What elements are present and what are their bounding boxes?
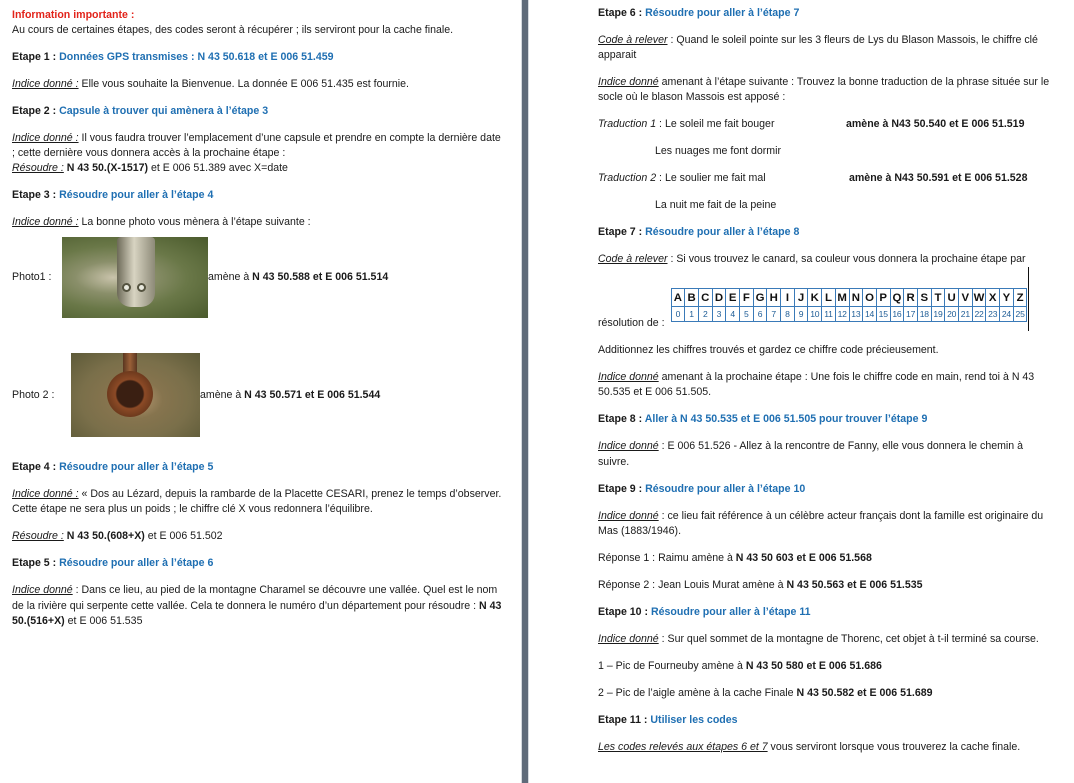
code-text: : Si vous trouvez le canard, sa couleur vous donnera la prochaine étape par bbox=[667, 253, 1026, 266]
step5-indice bbox=[12, 583, 505, 628]
step8-heading bbox=[598, 412, 1054, 427]
translation1-line2: Les nuages me font dormir bbox=[655, 145, 782, 158]
step5-title: Résoudre pour aller à l’étape 6 bbox=[59, 557, 214, 570]
step8-indice bbox=[598, 439, 1054, 469]
step7-title: Résoudre pour aller à l’étape 8 bbox=[645, 226, 800, 239]
cipher-table bbox=[671, 288, 1028, 322]
cipher-letter-cell: M bbox=[835, 289, 849, 307]
step4-heading bbox=[12, 460, 505, 475]
step6-code bbox=[598, 33, 1054, 63]
indice-label: Indice donné : bbox=[12, 216, 79, 229]
step7-label: Etape 7 : bbox=[598, 226, 646, 239]
cipher-number-cell: 8 bbox=[781, 307, 795, 322]
step1-title: Données GPS transmises : N 43 50.618 et E 006 51.459 bbox=[59, 51, 334, 64]
step10-heading bbox=[598, 605, 1054, 620]
photo1-row bbox=[12, 236, 505, 318]
indice-label: Indice donné : bbox=[12, 78, 79, 91]
answer2-text: Réponse 2 : Jean Louis Murat amène à bbox=[598, 578, 787, 591]
cipher-letter-cell: Z bbox=[1013, 289, 1027, 307]
cipher-number-cell: 17 bbox=[904, 307, 918, 322]
cipher-edge bbox=[1028, 267, 1029, 331]
resoudre-formula: N 43 50.(608+X) bbox=[63, 530, 145, 543]
step8-label: Etape 8 : bbox=[598, 413, 645, 426]
photo2-coords: N 43 50.571 et E 006 51.544 bbox=[244, 388, 381, 401]
option1-coords: N 43 50 580 et E 006 51.686 bbox=[745, 659, 882, 672]
cipher-letter-cell: I bbox=[781, 289, 795, 307]
step2-resoudre bbox=[12, 161, 505, 176]
resoudre-formula: N 43 50.(X-1517) bbox=[63, 162, 149, 175]
cipher-number-cell: 21 bbox=[959, 307, 973, 322]
step6-label: Etape 6 : bbox=[598, 7, 646, 19]
resoudre-label: Résoudre : bbox=[12, 162, 64, 175]
answer2-coords: N 43 50.563 et E 006 51.535 bbox=[786, 578, 923, 591]
cipher-letter-cell: F bbox=[740, 289, 754, 307]
code-label: Code à relever bbox=[598, 34, 668, 47]
translation2-line2: La nuit me fait de la peine bbox=[655, 199, 777, 212]
indice-formula: N 43 50.(516+X) bbox=[12, 599, 502, 627]
info-title: Information importante : bbox=[12, 9, 135, 21]
indice-label: Indice donné bbox=[598, 76, 659, 89]
cipher-letters-row bbox=[671, 289, 1027, 307]
translation1-text: : Le soleil me fait bouger bbox=[656, 118, 775, 131]
option1-text: 1 – Pic de Fourneuby amène à bbox=[598, 659, 746, 672]
step11-title: Utiliser les codes bbox=[650, 713, 738, 726]
codes-text: vous serviront lorsque vous trouverez la cache finale. bbox=[767, 740, 1021, 753]
answer1-coords: N 43 50 603 et E 006 51.568 bbox=[735, 551, 872, 564]
step10-indice bbox=[598, 632, 1054, 647]
cipher-letter-cell: Q bbox=[890, 289, 904, 307]
indice-text: Elle vous souhaite la Bienvenue. La donnée E 006 51.435 est fournie. bbox=[78, 78, 409, 91]
resolution-label: résolution de : bbox=[598, 317, 665, 330]
step3-indice bbox=[12, 215, 505, 230]
step7-code bbox=[598, 252, 1054, 267]
cipher-numbers-row bbox=[671, 307, 1027, 322]
cipher-letter-cell: D bbox=[712, 289, 726, 307]
indice-label: Indice donné bbox=[598, 371, 659, 384]
cipher-letter-cell: L bbox=[822, 289, 836, 307]
cipher-number-cell: 12 bbox=[835, 307, 849, 322]
cipher-number-cell: 7 bbox=[767, 307, 781, 322]
step10-title: Résoudre pour aller à l’étape 11 bbox=[651, 605, 811, 618]
step2-indice bbox=[12, 131, 505, 161]
step7-additionnez: Additionnez les chiffres trouvés et gardez ce chiffre code précieusement. bbox=[598, 344, 939, 357]
cipher-letter-cell: W bbox=[972, 289, 986, 307]
cipher-number-cell: 1 bbox=[685, 307, 699, 322]
cipher-number-cell: 20 bbox=[945, 307, 959, 322]
codes-label: Les codes relevés aux étapes 6 et 7 bbox=[598, 740, 768, 753]
indice-label: Indice donné bbox=[12, 584, 73, 597]
step9-heading bbox=[598, 482, 1054, 497]
indice-label: Indice donné bbox=[598, 509, 659, 522]
cipher-number-cell: 14 bbox=[863, 307, 877, 322]
cipher-number-cell: 16 bbox=[890, 307, 904, 322]
cipher-number-cell: 3 bbox=[712, 307, 726, 322]
indice-label: Indice donné bbox=[598, 440, 659, 453]
step9-indice bbox=[598, 509, 1054, 539]
photo2-label: Photo 2 : bbox=[12, 388, 55, 401]
step5-heading bbox=[12, 556, 505, 571]
cipher-letter-cell: B bbox=[685, 289, 699, 307]
step6-indice bbox=[598, 75, 1054, 105]
cipher-letter-cell: P bbox=[876, 289, 890, 307]
cipher-letter-cell: S bbox=[917, 289, 931, 307]
step4-title: Résoudre pour aller à l’étape 5 bbox=[59, 461, 214, 474]
option2-text: 2 – Pic de l’aigle amène à la cache Finale bbox=[598, 686, 797, 699]
translation1 bbox=[598, 117, 846, 132]
cipher-number-cell: 23 bbox=[986, 307, 1000, 322]
cipher-letter-cell: R bbox=[904, 289, 918, 307]
cipher-number-cell: 11 bbox=[822, 307, 836, 322]
indice-text: amenant à la prochaine étape : Une fois le chiffre code en main, rend toi à N 43 50.535 et E 006 51.505. bbox=[598, 371, 1035, 399]
cipher-number-cell: 10 bbox=[808, 307, 822, 322]
photo1-coords: N 43 50.588 et E 006 51.514 bbox=[252, 270, 389, 283]
step2-heading bbox=[12, 104, 505, 119]
cipher-block bbox=[598, 271, 1054, 331]
indice-text: : Sur quel sommet de la montagne de Thorenc, cet objet à t-il terminé sa course. bbox=[658, 632, 1039, 645]
photo1-image bbox=[62, 237, 208, 318]
indice-text: La bonne photo vous mènera à l’étape suivante : bbox=[78, 216, 311, 229]
cipher-number-cell: 15 bbox=[876, 307, 890, 322]
step9-label: Etape 9 : bbox=[598, 482, 646, 495]
step9-title: Résoudre pour aller à l’étape 10 bbox=[645, 482, 806, 495]
translation2-result: amène à N43 50.591 et E 006 51.528 bbox=[849, 172, 1028, 185]
cipher-letter-cell: K bbox=[808, 289, 822, 307]
step11-label: Etape 11 : bbox=[598, 713, 651, 726]
option1 bbox=[598, 659, 1054, 674]
indice-text: : ce lieu fait référence à un célèbre acteur français dont la famille est originaire du Mas (1883/1946). bbox=[598, 509, 1044, 537]
code-label: Code à relever bbox=[598, 253, 668, 266]
photo1-caption: amène à N 43 50.588 et E 006 51.514 bbox=[208, 270, 389, 283]
cipher-number-cell: 18 bbox=[917, 307, 931, 322]
cipher-letter-cell: A bbox=[671, 289, 685, 307]
cipher-number-cell: 0 bbox=[671, 307, 685, 322]
indice-label: Indice donné bbox=[598, 632, 659, 645]
info-text: Au cours de certaines étapes, des codes seront à récupérer ; ils serviront pour la cache finale. bbox=[12, 24, 454, 37]
cipher-number-cell: 25 bbox=[1013, 307, 1027, 322]
translation1-result: amène à N43 50.540 et E 006 51.519 bbox=[846, 118, 1025, 131]
cipher-number-cell: 2 bbox=[698, 307, 712, 322]
translation2-text: : Le soulier me fait mal bbox=[656, 172, 766, 185]
indice-text: amenant à l’étape suivante : Trouvez la bonne traduction de la phrase située sur le socle où le blason Massois est apposé : bbox=[598, 76, 1050, 104]
step6-heading bbox=[598, 6, 1054, 21]
cipher-letter-cell: H bbox=[767, 289, 781, 307]
resoudre-text: et E 006 51.389 avec X=date bbox=[148, 162, 288, 175]
step3-heading bbox=[12, 188, 505, 203]
cipher-letter-cell: U bbox=[945, 289, 959, 307]
translation2-label: Traduction 2 bbox=[598, 172, 657, 185]
indice-text: Il vous faudra trouver l’emplacement d’une capsule et prendre en compte la dernière date ; cette dernière vous donnera accès à la prochaine étape : bbox=[12, 132, 501, 160]
option2 bbox=[598, 686, 1054, 701]
cipher-number-cell: 6 bbox=[753, 307, 767, 322]
step8-title: Aller à N 43 50.535 et E 006 51.505 pour trouver l’étape 9 bbox=[644, 413, 928, 426]
cipher-number-cell: 13 bbox=[849, 307, 863, 322]
photo2-image bbox=[71, 353, 200, 437]
translation2 bbox=[598, 171, 849, 186]
indice-tail: et E 006 51.535 bbox=[64, 614, 143, 627]
cipher-number-cell: 9 bbox=[794, 307, 808, 322]
answer1 bbox=[598, 551, 1054, 566]
step3-title: Résoudre pour aller à l’étape 4 bbox=[59, 189, 214, 202]
cipher-number-cell: 22 bbox=[972, 307, 986, 322]
code-text: : Quand le soleil pointe sur les 3 fleurs de Lys du Blason Massois, le chiffre clé apparait bbox=[598, 34, 1038, 62]
resoudre-label: Résoudre : bbox=[12, 530, 64, 543]
cipher-letter-cell: V bbox=[959, 289, 973, 307]
option2-coords: N 43 50.582 et E 006 51.689 bbox=[796, 686, 933, 699]
indice-label: Indice donné : bbox=[12, 488, 79, 501]
step4-label: Etape 4 : bbox=[12, 461, 60, 474]
cipher-letter-cell: O bbox=[863, 289, 877, 307]
indice-label: Indice donné : bbox=[12, 132, 79, 145]
cipher-letter-cell: C bbox=[698, 289, 712, 307]
photo1-label: Photo1 : bbox=[12, 270, 52, 283]
cipher-letter-cell: G bbox=[753, 289, 767, 307]
step1-label: Etape 1 : bbox=[12, 51, 60, 64]
translation1-label: Traduction 1 bbox=[598, 118, 657, 131]
step2-title: Capsule à trouver qui amènera à l’étape 3 bbox=[59, 105, 269, 118]
step10-label: Etape 10 : bbox=[598, 605, 651, 618]
translation1-row bbox=[598, 117, 1054, 132]
step7-heading bbox=[598, 225, 1054, 240]
step2-label: Etape 2 : bbox=[12, 105, 60, 118]
step11-codes bbox=[598, 740, 1054, 755]
step1-heading bbox=[12, 50, 505, 65]
step5-label: Etape 5 : bbox=[12, 557, 60, 570]
cipher-number-cell: 4 bbox=[726, 307, 740, 322]
cipher-letter-cell: N bbox=[849, 289, 863, 307]
cipher-letter-cell: Y bbox=[1000, 289, 1014, 307]
cipher-number-cell: 5 bbox=[740, 307, 754, 322]
indice-text: : E 006 51.526 - Allez à la rencontre de Fanny, elle vous donnera le chemin à suivre. bbox=[598, 440, 1024, 468]
cipher-letter-cell: X bbox=[986, 289, 1000, 307]
right-page bbox=[529, 0, 1074, 783]
step1-indice bbox=[12, 77, 505, 92]
step4-resoudre bbox=[12, 529, 505, 544]
cipher-letter-cell: T bbox=[931, 289, 945, 307]
cipher-letter-cell: J bbox=[794, 289, 808, 307]
photo2-caption: amène à N 43 50.571 et E 006 51.544 bbox=[200, 388, 381, 401]
cipher-letter-cell: E bbox=[726, 289, 740, 307]
answer2 bbox=[598, 578, 1054, 593]
page-gutter bbox=[521, 0, 529, 783]
cipher-number-cell: 24 bbox=[1000, 307, 1014, 322]
left-page bbox=[0, 0, 521, 783]
answer1-text: Réponse 1 : Raimu amène à bbox=[598, 551, 736, 564]
cipher-number-cell: 19 bbox=[931, 307, 945, 322]
translation2-row bbox=[598, 171, 1054, 186]
step7-indice bbox=[598, 370, 1054, 400]
step6-title: Résoudre pour aller à l’étape 7 bbox=[645, 7, 800, 19]
step11-heading bbox=[598, 713, 1054, 728]
indice-text: : Dans ce lieu, au pied de la montagne Charamel se découvre une vallée. Quel est le nom de la rivière qui serpente cette vallée. Cela te donnera le numéro d’un département pour résoudre : bbox=[12, 584, 498, 612]
resoudre-text: et E 006 51.502 bbox=[144, 530, 223, 543]
indice-text: « Dos au Lézard, depuis la rambarde de la Placette CESARI, prenez le temps d’observer. Cette étape ne sera plus un poids ; le chiffre clé X vous redonnera l’équilibre. bbox=[12, 488, 502, 516]
step3-label: Etape 3 : bbox=[12, 189, 60, 202]
photo2-row bbox=[12, 352, 505, 438]
step4-indice bbox=[12, 487, 505, 517]
